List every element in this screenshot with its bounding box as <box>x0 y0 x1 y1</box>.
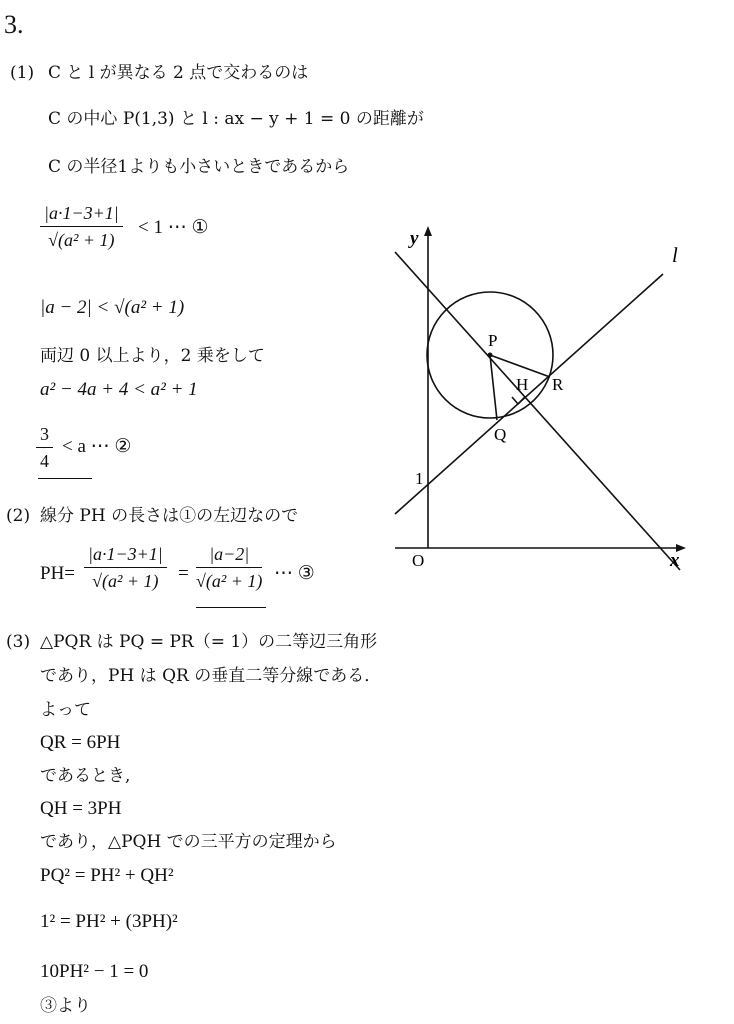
part2-intro: 線分 PH の長さは①の左辺なので <box>40 506 299 526</box>
part3-label: (3) <box>6 632 31 652</box>
part3-eq5: 10PH² − 1 = 0 <box>40 961 149 982</box>
part3-eq2: QH = 3PH <box>40 798 122 819</box>
part1-answer-rhs: < a ⋯ ② <box>62 436 132 457</box>
part3-eq4: 1² = PH² + (3PH)² <box>40 911 178 932</box>
label-x: x <box>670 550 680 571</box>
problem-number: 3. <box>4 10 24 39</box>
part1-line3: C の半径1よりも小さいときであるから <box>48 157 350 177</box>
part2-label: (2) <box>6 506 31 526</box>
part3-line5: であり，△PQH での三平方の定理から <box>40 832 337 852</box>
part2-fraction1-numerator: |a·1−3+1| <box>84 544 167 568</box>
part2-fraction2-denominator: √(a² + 1) <box>196 571 263 591</box>
part1-ineq3: a² − 4a + 4 < a² + 1 <box>40 379 198 400</box>
part1-answer-numerator: 3 <box>36 424 53 448</box>
point-p-dot <box>488 353 493 358</box>
part2-lhs: PH= <box>40 563 76 584</box>
segment-pr <box>490 355 550 377</box>
part3-line3: よって <box>40 700 91 720</box>
part3-line6: ③より <box>40 996 91 1016</box>
part2-fraction2-numerator: |a−2| <box>196 544 262 568</box>
part3-eq1: QR = 6PH <box>40 732 121 753</box>
line-through-p <box>395 252 680 570</box>
part1-ineq1-denominator: √(a² + 1) <box>48 230 115 250</box>
label-point-h: H <box>516 375 529 394</box>
right-angle-mark <box>512 397 525 404</box>
label-line-l: l <box>672 243 678 267</box>
part1-label: (1) <box>10 63 35 83</box>
label-point-r: R <box>552 375 564 394</box>
part3-eq3: PQ² = PH² + QH² <box>40 865 174 886</box>
part1-ineq1-numerator: |a·1−3+1| <box>40 203 123 227</box>
part2-tag: ⋯ ③ <box>274 563 315 584</box>
part3-line2: であり，PH は QR の垂直二等分線である． <box>40 666 382 686</box>
label-origin: O <box>412 551 425 570</box>
part3-line1: △PQR は PQ = PR（= 1）の二等辺三角形 <box>40 632 378 652</box>
part1-square-note: 両辺 0 以上より，2 乗をして <box>40 346 265 366</box>
part3-line4: であるとき, <box>40 766 131 786</box>
line-l <box>395 274 663 514</box>
label-intercept-1: 1 <box>415 469 424 488</box>
part2-fraction1-denominator: √(a² + 1) <box>92 571 159 591</box>
part2-equals: = <box>178 563 189 584</box>
label-y: y <box>410 228 419 249</box>
label-point-p: P <box>488 331 498 350</box>
label-point-q: Q <box>494 425 507 444</box>
part1-answer-denominator: 4 <box>40 451 49 471</box>
part1-intro: C と l が異なる 2 点で交わるのは <box>48 63 309 83</box>
y-axis-arrow <box>424 226 432 236</box>
part1-ineq2: |a − 2| < √(a² + 1) <box>40 297 185 318</box>
part1-line2: C の中心 P(1,3) と l : ax − y + 1 = 0 の距離が <box>48 109 424 129</box>
part1-ineq1-rhs: < 1 ⋯ ① <box>138 217 209 238</box>
